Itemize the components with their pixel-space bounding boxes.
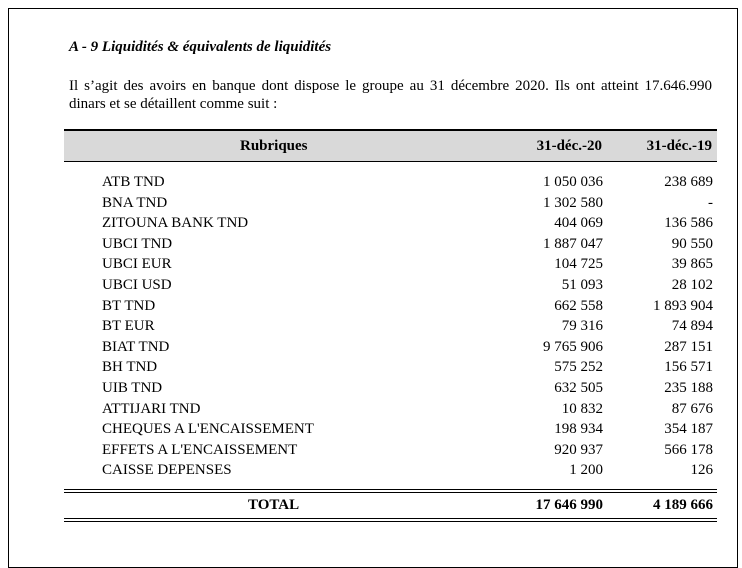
row-value-2019: 126 [690, 462, 713, 479]
table-row [0, 337, 742, 358]
table-row [0, 234, 742, 255]
row-value-2020: 51 093 [561, 276, 603, 293]
row-value-2019: 74 894 [671, 318, 713, 335]
row-value-2020: 10 832 [561, 400, 603, 417]
table-row [0, 419, 742, 440]
row-label: BIAT TND [102, 338, 170, 355]
row-value-2019: 238 689 [664, 174, 713, 190]
header-2019: 31-déc.-19 [646, 138, 712, 154]
row-value-2019: - [708, 194, 713, 211]
table-row [0, 254, 742, 275]
total-2020: 17 646 990 [535, 497, 603, 513]
table-row [0, 275, 742, 296]
row-value-2019: 354 187 [664, 421, 713, 438]
table-header-rule [64, 161, 717, 162]
row-value-2020: 404 069 [554, 215, 603, 232]
table-body [0, 172, 742, 481]
row-label: ATTIJARI TND [102, 400, 201, 417]
table-row [0, 440, 742, 461]
section-paragraph: Il s’agit des avoirs en banque dont dispose le groupe au 31 décembre 2020. Ils ont atteint 17.646.990 dinars et se détaillent comme suit : [69, 78, 712, 112]
header-2020: 31-déc.-20 [536, 138, 602, 154]
row-value-2020: 662 558 [554, 297, 603, 314]
row-value-2020: 920 937 [554, 441, 603, 458]
table-row [0, 357, 742, 378]
row-label: EFFETS A L'ENCAISSEMENT [102, 441, 298, 458]
table-row [0, 399, 742, 420]
table-row [0, 460, 742, 481]
row-value-2020: 198 934 [554, 421, 603, 438]
row-label: CAISSE DEPENSES [102, 462, 232, 479]
row-value-2020: 79 316 [561, 318, 603, 335]
row-value-2019: 39 865 [671, 256, 713, 273]
row-value-2020: 1 302 580 [543, 194, 603, 211]
row-label: BH TND [102, 359, 158, 376]
total-rule-top-1 [64, 489, 717, 490]
row-value-2019: 28 102 [671, 276, 713, 293]
row-value-2020: 9 765 906 [543, 338, 603, 355]
row-value-2020: 575 252 [554, 359, 603, 376]
total-label: TOTAL [248, 497, 300, 513]
total-rule-bottom-2 [64, 521, 717, 522]
table-row [0, 213, 742, 234]
row-value-2020: 104 725 [554, 256, 603, 273]
total-rule-top-2 [64, 492, 717, 493]
row-value-2019: 235 188 [664, 379, 713, 396]
row-label: CHEQUES A L'ENCAISSEMENT [102, 421, 314, 438]
row-label: UBCI EUR [102, 256, 172, 273]
header-rubriques: Rubriques [240, 138, 308, 154]
table-header-bar [64, 131, 717, 161]
table-row [0, 172, 742, 193]
row-label: ZITOUNA BANK TND [102, 215, 249, 232]
table-row [0, 193, 742, 214]
row-value-2020: 1 200 [569, 462, 603, 479]
table-row [0, 296, 742, 317]
row-label: UBCI USD [102, 276, 172, 293]
total-2019: 4 189 666 [653, 497, 713, 513]
row-label: UBCI TND [102, 235, 173, 252]
section-heading: A - 9 Liquidités & équivalents de liquidités [69, 39, 332, 55]
table-row [0, 316, 742, 337]
row-value-2019: 566 178 [664, 441, 713, 458]
row-label: UIB TND [102, 379, 163, 396]
row-value-2020: 1 050 036 [543, 174, 603, 190]
row-label: BNA TND [102, 194, 168, 211]
total-rule-bottom-1 [64, 518, 717, 519]
row-value-2020: 1 887 047 [543, 235, 603, 252]
row-value-2019: 156 571 [664, 359, 713, 376]
row-value-2019: 1 893 904 [653, 297, 713, 314]
row-value-2019: 287 151 [664, 338, 713, 355]
row-value-2019: 90 550 [671, 235, 713, 252]
row-label: ATB TND [102, 174, 165, 190]
row-value-2019: 87 676 [671, 400, 713, 417]
row-label: BT EUR [102, 318, 155, 335]
row-value-2019: 136 586 [664, 215, 713, 232]
row-label: BT TND [102, 297, 156, 314]
table-row [0, 378, 742, 399]
row-value-2020: 632 505 [554, 379, 603, 396]
